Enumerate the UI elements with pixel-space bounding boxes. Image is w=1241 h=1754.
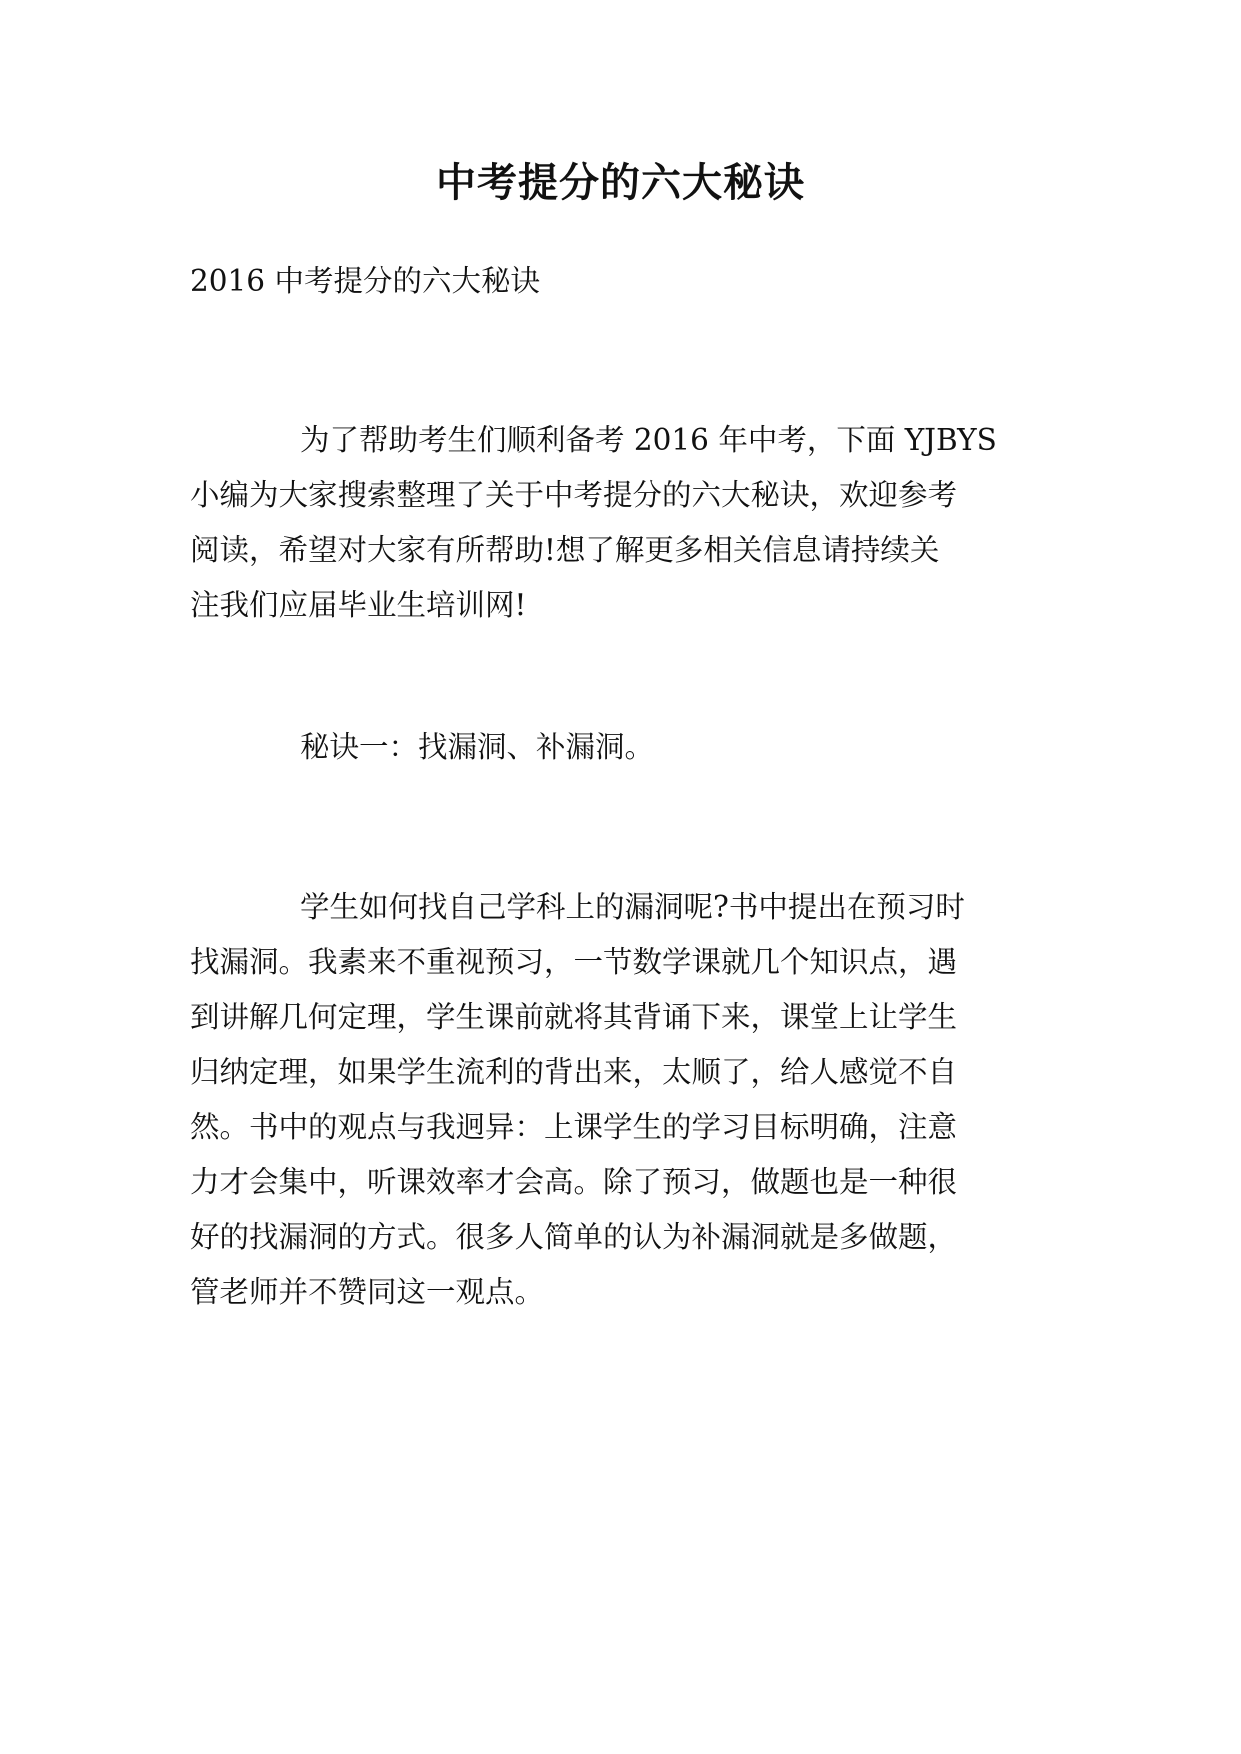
intro-line: 阅读，希望对大家有所帮助!想了解更多相关信息请持续关: [190, 533, 940, 567]
section-heading: 秘诀一：找漏洞、补漏洞。: [300, 730, 655, 764]
document-subtitle: 2016 中考提分的六大秘诀: [190, 264, 540, 298]
section-line: 归纳定理，如果学生流利的背出来，太顺了，给人感觉不自: [190, 1055, 958, 1089]
intro-line: 注我们应届毕业生培训网!: [190, 588, 527, 622]
section-line: 找漏洞。我素来不重视预习，一节数学课就几个知识点，遇: [190, 945, 958, 979]
section-line: 学生如何找自己学科上的漏洞呢?书中提出在预习时: [300, 890, 965, 924]
section-line: 力才会集中，听课效率才会高。除了预习，做题也是一种很: [190, 1165, 958, 1199]
section-line: 管老师并不赞同这一观点。: [190, 1275, 545, 1309]
section-paragraph: [190, 880, 1070, 1320]
document-title: 中考提分的六大秘诀: [436, 159, 805, 206]
section-line: 好的找漏洞的方式。很多人简单的认为补漏洞就是多做题，: [190, 1220, 958, 1254]
intro-paragraph: [190, 413, 1070, 633]
intro-line: 小编为大家搜索整理了关于中考提分的六大秘诀，欢迎参考: [190, 478, 958, 512]
section-line: 然。书中的观点与我迥异：上课学生的学习目标明确，注意: [190, 1110, 958, 1144]
intro-line: 为了帮助考生们顺利备考 2016 年中考，下面 YJBYS: [300, 423, 997, 457]
section-line: 到讲解几何定理，学生课前就将其背诵下来，课堂上让学生: [190, 1000, 958, 1034]
